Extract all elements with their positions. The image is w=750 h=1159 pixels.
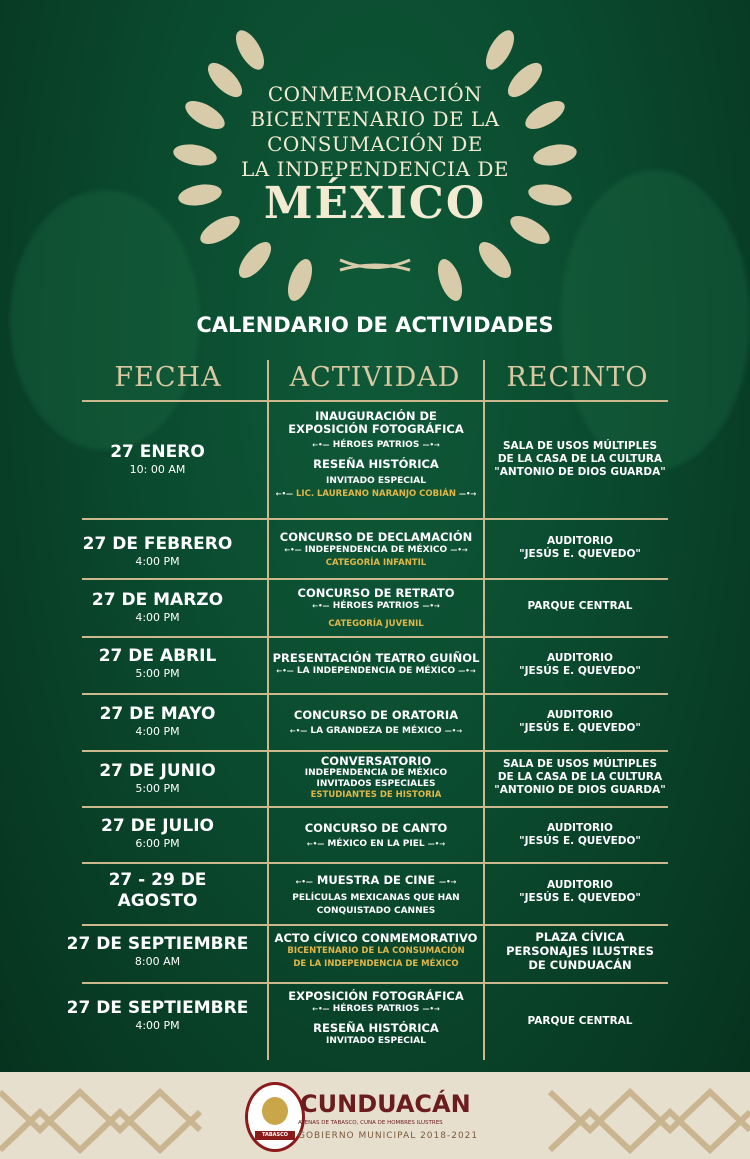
- row-divider: [82, 750, 668, 752]
- row-date: 27 DE MAYO: [99, 704, 216, 724]
- activity-subtitle: INDEPENDENCIA DE MÉXICO: [304, 768, 448, 778]
- activity-line: INAUGURACIÓN DE: [315, 409, 437, 423]
- row-time: 5:00 PM: [135, 782, 180, 795]
- activity-subtitle: LA INDEPENDENCIA DE MÉXICO: [296, 666, 456, 676]
- venue-line: DE LA CASA DE LA CULTURA: [497, 453, 663, 465]
- venue-line: "JESÚS E. QUEVEDO": [519, 722, 641, 734]
- header: [0, 0, 750, 310]
- venue-line: SALA DE USOS MÚLTIPLES: [502, 758, 658, 770]
- brand-name: CUNDUACÁN: [300, 1090, 471, 1118]
- venue-line: PARQUE CENTRAL: [527, 600, 633, 612]
- title-line-4: LA INDEPENDENCIA DE: [241, 157, 509, 181]
- activity-category: CATEGORÍA INFANTIL: [325, 558, 427, 568]
- activity-line: CONCURSO DE ORATORIA: [293, 708, 459, 722]
- activity-line: MUESTRA DE CINE: [316, 873, 436, 887]
- row-time: 8:00 AM: [134, 955, 181, 968]
- activity-subtitle: MÉXICO EN LA PIEL: [327, 839, 425, 849]
- row-time: 4:00 PM: [135, 725, 180, 738]
- row-divider: [82, 693, 668, 695]
- column-header-recinto: RECINTO: [506, 362, 649, 393]
- activity-line: PRESENTACIÓN TEATRO GUIÑOL: [272, 651, 480, 665]
- row-divider: [82, 636, 668, 638]
- activity-subtitle: INVITADOS ESPECIALES: [316, 779, 436, 789]
- activity-category: ESTUDIANTES DE HISTORIA: [310, 790, 442, 800]
- venue-line: DE LA CASA DE LA CULTURA: [497, 771, 663, 783]
- activity-line: RESEÑA HISTÓRICA: [313, 457, 439, 471]
- row-time: 4:00 PM: [135, 611, 180, 624]
- activity-guest: LIC. LAUREANO NARANJO COBIÁN: [296, 489, 456, 499]
- row-divider: [82, 982, 668, 984]
- row-date: 27 DE SEPTIEMBRE: [66, 998, 249, 1018]
- row-divider: [82, 924, 668, 926]
- brand-tagline: ATENAS DE TABASCO, CUNA DE HOMBRES ILUSTRES: [298, 1120, 443, 1126]
- row-date: 27 ENERO: [110, 442, 205, 462]
- venue-line: PERSONAJES ILUSTRES: [506, 944, 654, 958]
- government-label: GOBIERNO MUNICIPAL 2018-2021: [298, 1131, 479, 1141]
- row-time: 10: 00 AM: [129, 463, 186, 476]
- row-divider: [82, 862, 668, 864]
- row-date: 27 DE JUNIO: [99, 761, 216, 781]
- row-time: 5:00 PM: [135, 667, 180, 680]
- row-time: 4:00 PM: [135, 1019, 180, 1032]
- activity-line: CONCURSO DE RETRATO: [297, 586, 455, 600]
- activity-subtitle: HÉROES PATRIOS: [332, 601, 420, 611]
- venue-line: PLAZA CÍVICA: [535, 930, 625, 944]
- activity-line: CONVERSATORIO: [320, 754, 432, 768]
- activity-subtitle: BICENTENARIO DE LA CONSUMACIÓN: [287, 946, 465, 956]
- column-header-fecha: FECHA: [114, 362, 222, 393]
- activity-subtitle: HÉROES PATRIOS: [332, 1004, 420, 1014]
- activity-subtitle: HÉROES PATRIOS: [332, 440, 420, 450]
- activity-subtitle: DE LA INDEPENDENCIA DE MÉXICO: [293, 959, 459, 969]
- title-line-3: CONSUMACIÓN DE: [267, 132, 483, 156]
- venue-line: "ANTONIO DE DIOS GUARDA": [494, 466, 666, 478]
- row-date: 27 DE JULIO: [101, 816, 214, 836]
- municipal-seal-icon: [245, 1082, 305, 1152]
- row-date: 27 - 29 DE: [108, 870, 207, 890]
- row-date: 27 DE SEPTIEMBRE: [66, 934, 249, 954]
- venue-line: SALA DE USOS MÚLTIPLES: [502, 440, 658, 452]
- column-divider: [267, 360, 269, 1060]
- venue-line: AUDITORIO: [547, 535, 613, 547]
- row-date: 27 DE ABRIL: [98, 646, 217, 666]
- venue-line: "JESÚS E. QUEVEDO": [519, 835, 641, 847]
- row-time: 6:00 PM: [135, 837, 180, 850]
- venue-line: "JESÚS E. QUEVEDO": [519, 892, 641, 904]
- row-divider: [82, 518, 668, 520]
- row-date: 27 DE FEBRERO: [82, 534, 233, 554]
- row-date-line-2: AGOSTO: [117, 891, 198, 911]
- activity-subtitle: PELÍCULAS MEXICANAS QUE HAN: [292, 893, 460, 903]
- seal-banner: TABASCO: [255, 1131, 295, 1140]
- row-date: 27 DE MARZO: [91, 590, 224, 610]
- row-time: 4:00 PM: [135, 555, 180, 568]
- activity-line: CONCURSO DE DECLAMACIÓN: [279, 530, 473, 544]
- activity-subtitle: CONQUISTADO CANNES: [316, 906, 436, 916]
- venue-line: PARQUE CENTRAL: [527, 1015, 633, 1027]
- venue-line: "ANTONIO DE DIOS GUARDA": [494, 784, 666, 796]
- activity-subtitle: INVITADO ESPECIAL: [326, 476, 426, 486]
- header-divider: [82, 400, 668, 402]
- venue-line: "JESÚS E. QUEVEDO": [519, 665, 641, 677]
- activity-subtitle: INVITADO ESPECIAL: [326, 1036, 426, 1046]
- venue-line: AUDITORIO: [547, 822, 613, 834]
- row-divider: [82, 578, 668, 580]
- calendar-title: CALENDARIO DE ACTIVIDADES: [196, 313, 554, 337]
- column-header-actividad: ACTIVIDAD: [289, 362, 461, 393]
- activity-line: RESEÑA HISTÓRICA: [313, 1021, 439, 1035]
- row-divider: [82, 806, 668, 808]
- activity-subtitle: INDEPENDENCIA DE MÉXICO: [304, 545, 448, 555]
- title-line-2: BICENTENARIO DE LA: [250, 107, 500, 131]
- title-line-1: CONMEMORACIÓN: [267, 82, 483, 106]
- activity-line: EXPOSICIÓN FOTOGRÁFICA: [288, 422, 464, 436]
- venue-line: DE CUNDUACÁN: [528, 958, 632, 972]
- activity-line: CONCURSO DE CANTO: [304, 821, 448, 835]
- activity-category: CATEGORÍA JUVENIL: [328, 619, 424, 629]
- title-mexico: MÉXICO: [263, 178, 487, 229]
- activity-line: ACTO CÍVICO CONMEMORATIVO: [274, 931, 478, 945]
- venue-line: "JESÚS E. QUEVEDO": [519, 548, 641, 560]
- venue-line: AUDITORIO: [547, 879, 613, 891]
- venue-line: AUDITORIO: [547, 709, 613, 721]
- venue-line: AUDITORIO: [547, 652, 613, 664]
- activity-subtitle: LA GRANDEZA DE MÉXICO: [310, 726, 442, 736]
- activity-line: EXPOSICIÓN FOTOGRÁFICA: [288, 989, 464, 1003]
